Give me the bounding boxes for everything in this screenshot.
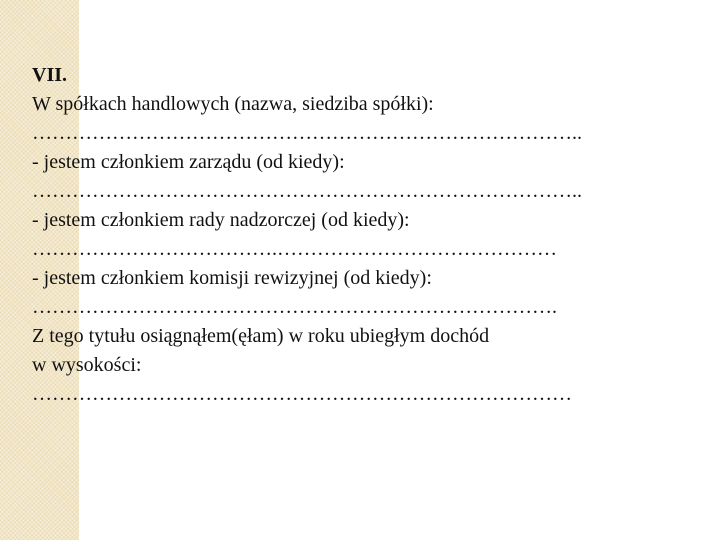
company-label: W spółkach handlowych (nazwa, siedziba spółki):	[32, 93, 434, 115]
board-member-dotted-field[interactable]: ………………………………………………………………………..	[32, 180, 582, 202]
income-statement-line-1: Z tego tytułu osiągnąłem(ęłam) w roku ubiegłym dochód	[32, 325, 490, 347]
company-dotted-field[interactable]: ………………………………………………………………………..	[32, 122, 582, 144]
supervisory-board-dotted-field[interactable]: ……………………………….……………………………………	[32, 238, 557, 260]
income-dotted-field[interactable]: ………………………………………………………………………	[32, 383, 572, 405]
supervisory-board-label: - jestem członkiem rady nadzorczej (od kiedy):	[32, 209, 410, 231]
section-number: VII.	[32, 64, 68, 86]
income-statement-line-2: w wysokości:	[32, 354, 142, 376]
board-member-label: - jestem członkiem zarządu (od kiedy):	[32, 151, 345, 173]
audit-committee-dotted-field[interactable]: …………………………………………………………………….	[32, 296, 557, 318]
form-section	[32, 61, 702, 409]
audit-committee-label: - jestem członkiem komisji rewizyjnej (od kiedy):	[32, 267, 432, 289]
